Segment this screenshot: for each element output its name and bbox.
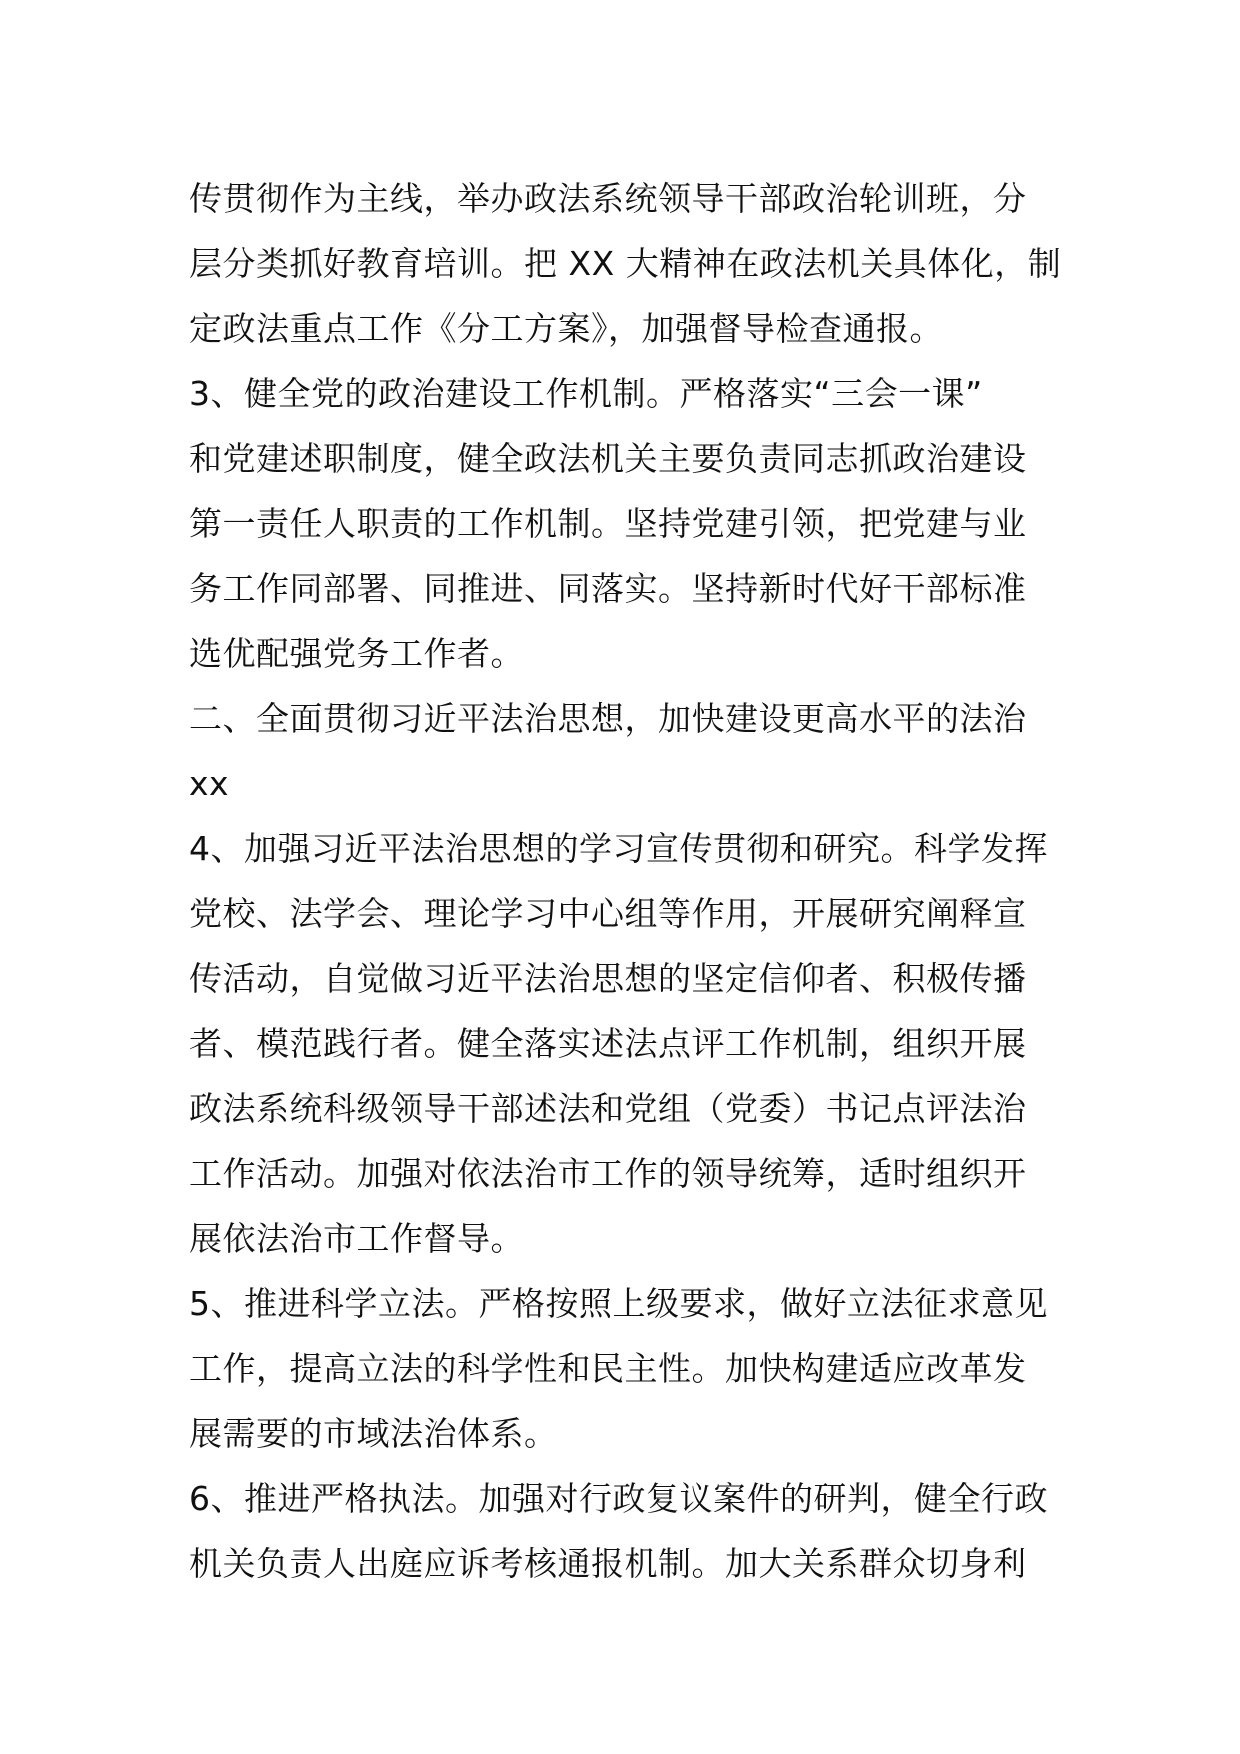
document-body (189, 166, 1069, 1596)
text-line: 选优配强党务工作者。 (189, 634, 524, 673)
text-line: 展需要的市域法治体系。 (189, 1414, 558, 1453)
text-line: 工作活动。加强对依法治市工作的领导统筹，适时组织开 (189, 1154, 1027, 1193)
text-line: 定政法重点工作《分工方案》，加强督导检查通报。 (189, 309, 943, 348)
text-line: 者、模范践行者。健全落实述法点评工作机制，组织开展 (189, 1024, 1027, 1063)
text-line: 第一责任人职责的工作机制。坚持党建引领，把党建与业 (189, 504, 1027, 543)
text-line: 政法系统科级领导干部述法和党组（党委）书记点评法治 (189, 1089, 1027, 1128)
section-heading-line: xx (189, 764, 230, 803)
text-line: 机关负责人出庭应诉考核通报机制。加大关系群众切身利 (189, 1544, 1027, 1583)
text-line: 传活动，自觉做习近平法治思想的坚定信仰者、积极传播 (189, 959, 1027, 998)
text-line: 5、推进科学立法。严格按照上级要求，做好立法征求意见 (189, 1284, 1048, 1323)
text-line: 和党建述职制度，健全政法机关主要负责同志抓政治建设 (189, 439, 1027, 478)
text-line: 6、推进严格执法。加强对行政复议案件的研判，健全行政 (189, 1479, 1048, 1518)
text-line: 传贯彻作为主线，举办政法系统领导干部政治轮训班，分 (189, 179, 1027, 218)
text-line: 工作，提高立法的科学性和民主性。加快构建适应改革发 (189, 1349, 1027, 1388)
section-heading-line: 二、全面贯彻习近平法治思想，加快建设更高水平的法治 (189, 699, 1027, 738)
text-line: 务工作同部署、同推进、同落实。坚持新时代好干部标准 (189, 569, 1027, 608)
text-line: 层分类抓好教育培训。把 XX 大精神在政法机关具体化，制 (189, 244, 1062, 283)
text-line: 4、加强习近平法治思想的学习宣传贯彻和研究。科学发挥 (189, 829, 1048, 868)
text-line: 党校、法学会、理论学习中心组等作用，开展研究阐释宣 (189, 894, 1027, 933)
text-line: 3、健全党的政治建设工作机制。严格落实“三会一课” (189, 374, 983, 413)
text-line: 展依法治市工作督导。 (189, 1219, 524, 1258)
